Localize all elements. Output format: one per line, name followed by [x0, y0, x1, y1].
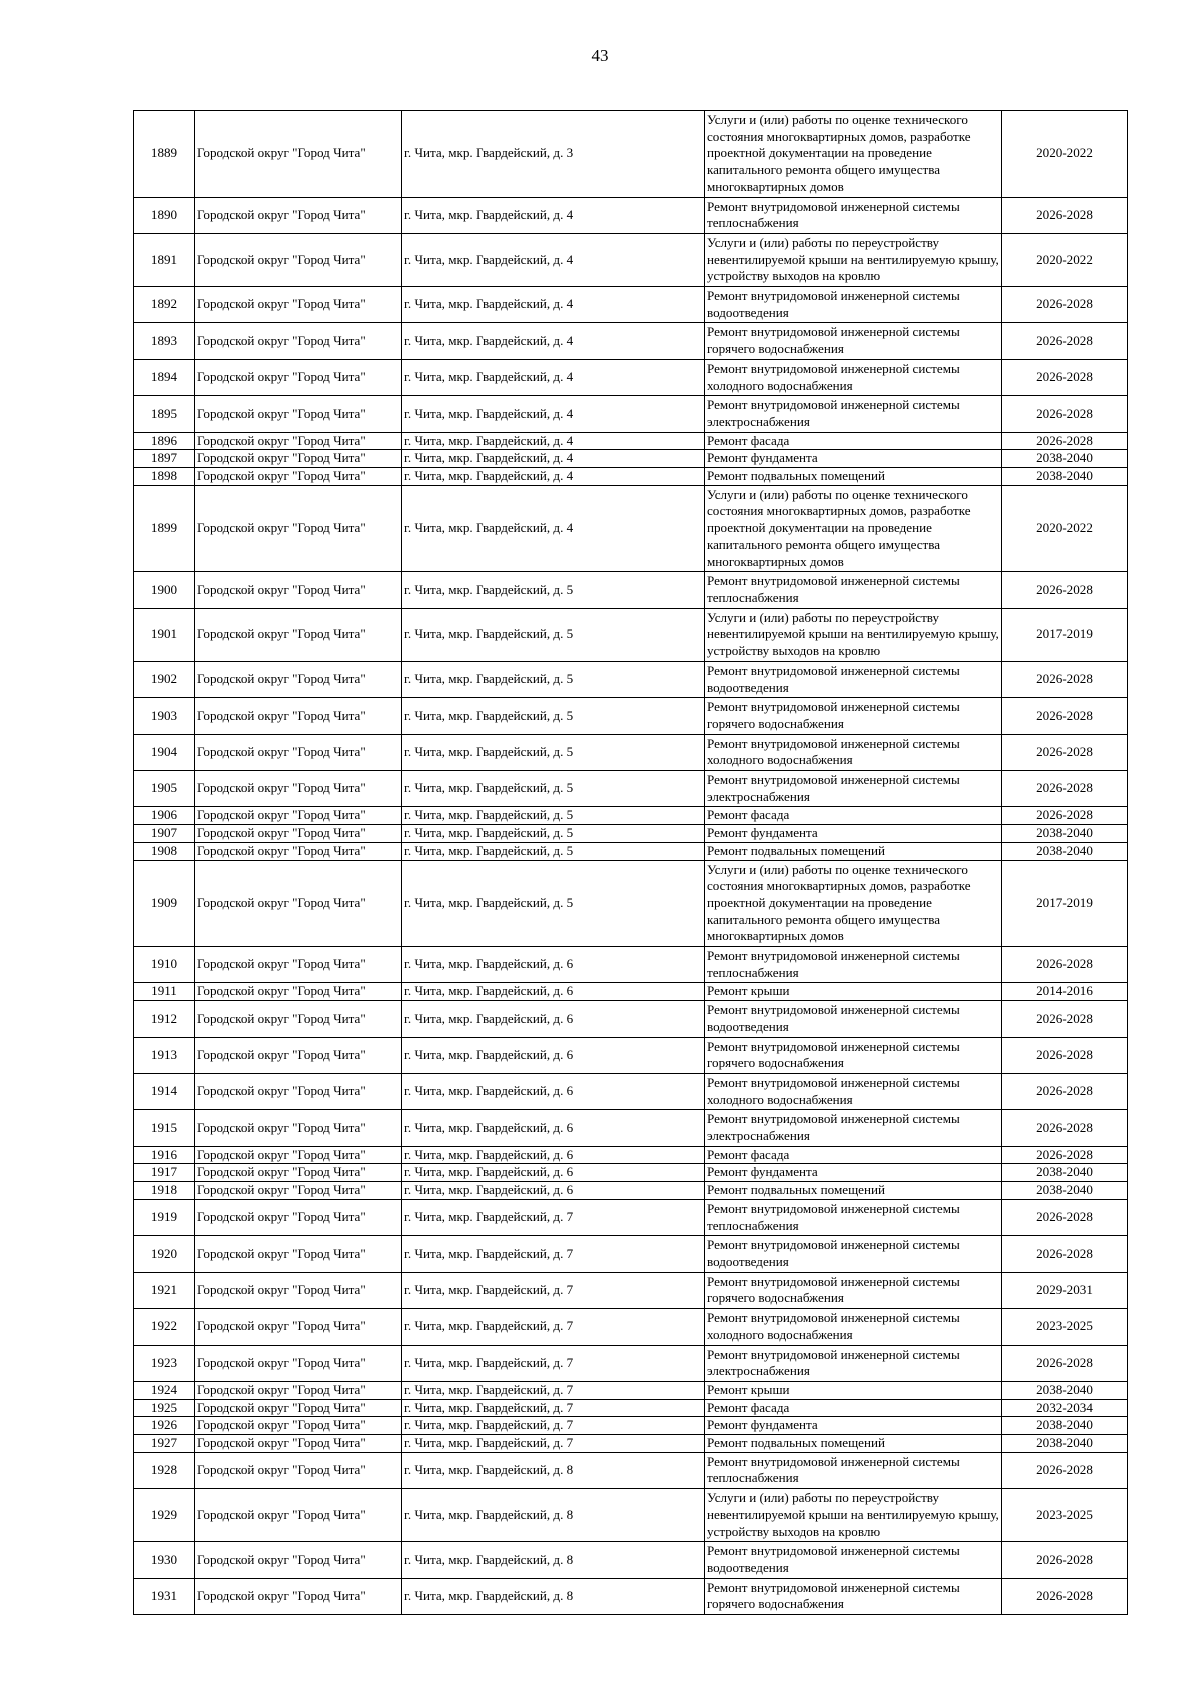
table-row: [134, 485, 1128, 572]
row-number: 1895: [134, 396, 195, 432]
table-row: [134, 1399, 1128, 1417]
row-number: 1899: [134, 485, 195, 572]
address-cell: г. Чита, мкр. Гвардейский, д. 7: [402, 1272, 705, 1308]
row-number: 1921: [134, 1272, 195, 1308]
work-type-cell: Ремонт крыши: [705, 983, 1002, 1001]
period-cell: 2026-2028: [1002, 947, 1128, 983]
row-number: 1926: [134, 1417, 195, 1435]
municipality-cell: Городской округ "Город Чита": [195, 450, 402, 468]
period-cell: 2026-2028: [1002, 287, 1128, 323]
municipality-cell: Городской округ "Город Чита": [195, 1272, 402, 1308]
table-row: [134, 450, 1128, 468]
row-number: 1903: [134, 698, 195, 734]
period-cell: 2026-2028: [1002, 1452, 1128, 1488]
work-type-cell: Ремонт фасада: [705, 807, 1002, 825]
address-cell: г. Чита, мкр. Гвардейский, д. 7: [402, 1399, 705, 1417]
work-type-cell: Ремонт внутридомовой инженерной системы теплоснабжения: [705, 947, 1002, 983]
table-row: [134, 1073, 1128, 1109]
municipality-cell: Городской округ "Город Чита": [195, 860, 402, 947]
address-cell: г. Чита, мкр. Гвардейский, д. 7: [402, 1435, 705, 1453]
period-cell: 2026-2028: [1002, 396, 1128, 432]
work-type-cell: Ремонт фасада: [705, 432, 1002, 450]
address-cell: г. Чита, мкр. Гвардейский, д. 4: [402, 468, 705, 486]
period-cell: 2026-2028: [1002, 323, 1128, 359]
address-cell: г. Чита, мкр. Гвардейский, д. 6: [402, 1110, 705, 1146]
municipality-cell: Городской округ "Город Чита": [195, 1182, 402, 1200]
period-cell: 2026-2028: [1002, 1146, 1128, 1164]
row-number: 1889: [134, 111, 195, 198]
address-cell: г. Чита, мкр. Гвардейский, д. 5: [402, 734, 705, 770]
address-cell: г. Чита, мкр. Гвардейский, д. 7: [402, 1199, 705, 1235]
work-type-cell: Услуги и (или) работы по оценке технического состояния многоквартирных домов, разработке проектной документации на проведение капитального ремонта общего имущества многоквартирных домов: [705, 485, 1002, 572]
address-cell: г. Чита, мкр. Гвардейский, д. 7: [402, 1345, 705, 1381]
work-type-cell: Услуги и (или) работы по переустройству невентилируемой крыши на вентилируемую крышу, устройству выходов на кровлю: [705, 233, 1002, 286]
municipality-cell: Городской округ "Город Чита": [195, 771, 402, 807]
work-type-cell: Ремонт внутридомовой инженерной системы холодного водоснабжения: [705, 359, 1002, 395]
period-cell: 2017-2019: [1002, 860, 1128, 947]
period-cell: 2026-2028: [1002, 197, 1128, 233]
table-row: [134, 359, 1128, 395]
address-cell: г. Чита, мкр. Гвардейский, д. 5: [402, 807, 705, 825]
page-number: 43: [591, 46, 609, 65]
municipality-cell: Городской округ "Город Чита": [195, 432, 402, 450]
table-row: [134, 1309, 1128, 1345]
municipality-cell: Городской округ "Город Чита": [195, 1578, 402, 1614]
address-cell: г. Чита, мкр. Гвардейский, д. 7: [402, 1309, 705, 1345]
table-row: [134, 1146, 1128, 1164]
table-row: [134, 1489, 1128, 1542]
table-row: [134, 572, 1128, 608]
municipality-cell: Городской округ "Город Чита": [195, 287, 402, 323]
row-number: 1893: [134, 323, 195, 359]
period-cell: 2026-2028: [1002, 734, 1128, 770]
address-cell: г. Чита, мкр. Гвардейский, д. 5: [402, 572, 705, 608]
row-number: 1916: [134, 1146, 195, 1164]
period-cell: 2023-2025: [1002, 1309, 1128, 1345]
table-row: [134, 1452, 1128, 1488]
period-cell: 2038-2040: [1002, 1164, 1128, 1182]
row-number: 1906: [134, 807, 195, 825]
period-cell: 2038-2040: [1002, 468, 1128, 486]
row-number: 1929: [134, 1489, 195, 1542]
address-cell: г. Чита, мкр. Гвардейский, д. 4: [402, 432, 705, 450]
municipality-cell: Городской округ "Город Чита": [195, 1236, 402, 1272]
row-number: 1915: [134, 1110, 195, 1146]
period-cell: 2038-2040: [1002, 825, 1128, 843]
address-cell: г. Чита, мкр. Гвардейский, д. 6: [402, 1182, 705, 1200]
table-row: [134, 771, 1128, 807]
work-type-cell: Ремонт внутридомовой инженерной системы электроснабжения: [705, 1345, 1002, 1381]
address-cell: г. Чита, мкр. Гвардейский, д. 5: [402, 842, 705, 860]
work-type-cell: Ремонт внутридомовой инженерной системы электроснабжения: [705, 1110, 1002, 1146]
municipality-cell: Городской округ "Город Чита": [195, 661, 402, 697]
table-row: [134, 396, 1128, 432]
row-number: 1892: [134, 287, 195, 323]
row-number: 1904: [134, 734, 195, 770]
row-number: 1922: [134, 1309, 195, 1345]
table-row: [134, 1578, 1128, 1614]
address-cell: г. Чита, мкр. Гвардейский, д. 8: [402, 1489, 705, 1542]
address-cell: г. Чита, мкр. Гвардейский, д. 4: [402, 323, 705, 359]
work-type-cell: Ремонт фундамента: [705, 825, 1002, 843]
row-number: 1912: [134, 1001, 195, 1037]
table-row: [134, 661, 1128, 697]
address-cell: г. Чита, мкр. Гвардейский, д. 6: [402, 1164, 705, 1182]
table-row: [134, 1542, 1128, 1578]
table-row: [134, 1001, 1128, 1037]
work-type-cell: Ремонт фундамента: [705, 1164, 1002, 1182]
address-cell: г. Чита, мкр. Гвардейский, д. 3: [402, 111, 705, 198]
row-number: 1905: [134, 771, 195, 807]
work-type-cell: Ремонт внутридомовой инженерной системы горячего водоснабжения: [705, 1037, 1002, 1073]
table-row: [134, 468, 1128, 486]
municipality-cell: Городской округ "Город Чита": [195, 1452, 402, 1488]
work-type-cell: Ремонт подвальных помещений: [705, 1435, 1002, 1453]
address-cell: г. Чита, мкр. Гвардейский, д. 4: [402, 233, 705, 286]
address-cell: г. Чита, мкр. Гвардейский, д. 4: [402, 287, 705, 323]
address-cell: г. Чита, мкр. Гвардейский, д. 8: [402, 1542, 705, 1578]
municipality-cell: Городской округ "Город Чита": [195, 359, 402, 395]
municipality-cell: Городской округ "Город Чита": [195, 1199, 402, 1235]
municipality-cell: Городской округ "Город Чита": [195, 698, 402, 734]
period-cell: 2038-2040: [1002, 1182, 1128, 1200]
address-cell: г. Чита, мкр. Гвардейский, д. 4: [402, 197, 705, 233]
row-number: 1914: [134, 1073, 195, 1109]
work-type-cell: Ремонт внутридомовой инженерной системы водоотведения: [705, 287, 1002, 323]
municipality-cell: Городской округ "Город Чита": [195, 396, 402, 432]
work-type-cell: Ремонт внутридомовой инженерной системы теплоснабжения: [705, 1452, 1002, 1488]
municipality-cell: Городской округ "Город Чита": [195, 197, 402, 233]
row-number: 1923: [134, 1345, 195, 1381]
work-type-cell: Ремонт внутридомовой инженерной системы теплоснабжения: [705, 572, 1002, 608]
table-row: [134, 807, 1128, 825]
address-cell: г. Чита, мкр. Гвардейский, д. 6: [402, 1073, 705, 1109]
period-cell: 2020-2022: [1002, 111, 1128, 198]
table-row: [134, 1345, 1128, 1381]
work-type-cell: Ремонт фасада: [705, 1399, 1002, 1417]
row-number: 1913: [134, 1037, 195, 1073]
address-cell: г. Чита, мкр. Гвардейский, д. 5: [402, 698, 705, 734]
period-cell: 2038-2040: [1002, 450, 1128, 468]
period-cell: 2038-2040: [1002, 1417, 1128, 1435]
period-cell: 2026-2028: [1002, 572, 1128, 608]
address-cell: г. Чита, мкр. Гвардейский, д. 5: [402, 860, 705, 947]
row-number: 1918: [134, 1182, 195, 1200]
work-type-cell: Ремонт внутридомовой инженерной системы горячего водоснабжения: [705, 1578, 1002, 1614]
table-row: [134, 1037, 1128, 1073]
work-type-cell: Ремонт внутридомовой инженерной системы водоотведения: [705, 1542, 1002, 1578]
municipality-cell: Городской округ "Город Чита": [195, 734, 402, 770]
period-cell: 2026-2028: [1002, 698, 1128, 734]
row-number: 1917: [134, 1164, 195, 1182]
municipality-cell: Городской округ "Город Чита": [195, 1489, 402, 1542]
table-row: [134, 1182, 1128, 1200]
row-number: 1930: [134, 1542, 195, 1578]
municipality-cell: Городской округ "Город Чита": [195, 572, 402, 608]
municipality-cell: Городской округ "Город Чита": [195, 947, 402, 983]
address-cell: г. Чита, мкр. Гвардейский, д. 7: [402, 1381, 705, 1399]
table-row: [134, 111, 1128, 198]
period-cell: 2020-2022: [1002, 233, 1128, 286]
table-row: [134, 1164, 1128, 1182]
row-number: 1911: [134, 983, 195, 1001]
table-row: [134, 1417, 1128, 1435]
period-cell: 2023-2025: [1002, 1489, 1128, 1542]
row-number: 1909: [134, 860, 195, 947]
table-row: [134, 233, 1128, 286]
address-cell: г. Чита, мкр. Гвардейский, д. 6: [402, 947, 705, 983]
row-number: 1890: [134, 197, 195, 233]
row-number: 1897: [134, 450, 195, 468]
row-number: 1928: [134, 1452, 195, 1488]
municipality-cell: Городской округ "Город Чита": [195, 1073, 402, 1109]
work-type-cell: Ремонт подвальных помещений: [705, 468, 1002, 486]
period-cell: 2026-2028: [1002, 1073, 1128, 1109]
table-row: [134, 197, 1128, 233]
period-cell: 2026-2028: [1002, 359, 1128, 395]
work-type-cell: Ремонт фундамента: [705, 1417, 1002, 1435]
row-number: 1925: [134, 1399, 195, 1417]
work-type-cell: Ремонт внутридомовой инженерной системы горячего водоснабжения: [705, 698, 1002, 734]
period-cell: 2026-2028: [1002, 1037, 1128, 1073]
row-number: 1910: [134, 947, 195, 983]
period-cell: 2026-2028: [1002, 771, 1128, 807]
table-row: [134, 323, 1128, 359]
row-number: 1907: [134, 825, 195, 843]
work-type-cell: Ремонт подвальных помещений: [705, 842, 1002, 860]
work-type-cell: Ремонт внутридомовой инженерной системы электроснабжения: [705, 771, 1002, 807]
period-cell: 2026-2028: [1002, 1110, 1128, 1146]
period-cell: 2038-2040: [1002, 1381, 1128, 1399]
municipality-cell: Городской округ "Город Чита": [195, 323, 402, 359]
period-cell: 2026-2028: [1002, 1578, 1128, 1614]
row-number: 1924: [134, 1381, 195, 1399]
period-cell: 2026-2028: [1002, 661, 1128, 697]
municipality-cell: Городской округ "Город Чита": [195, 1435, 402, 1453]
work-type-cell: Ремонт фундамента: [705, 450, 1002, 468]
period-cell: 2014-2016: [1002, 983, 1128, 1001]
table-row: [134, 698, 1128, 734]
row-number: 1927: [134, 1435, 195, 1453]
table-row: [134, 287, 1128, 323]
work-type-cell: Ремонт внутридомовой инженерной системы теплоснабжения: [705, 197, 1002, 233]
table-row: [134, 608, 1128, 661]
municipality-cell: Городской округ "Город Чита": [195, 111, 402, 198]
table-row: [134, 1435, 1128, 1453]
work-type-cell: Ремонт подвальных помещений: [705, 1182, 1002, 1200]
period-cell: 2026-2028: [1002, 807, 1128, 825]
work-type-cell: Услуги и (или) работы по оценке технического состояния многоквартирных домов, разработке проектной документации на проведение капитального ремонта общего имущества многоквартирных домов: [705, 860, 1002, 947]
address-cell: г. Чита, мкр. Гвардейский, д. 5: [402, 825, 705, 843]
address-cell: г. Чита, мкр. Гвардейский, д. 5: [402, 608, 705, 661]
municipality-cell: Городской округ "Город Чита": [195, 485, 402, 572]
address-cell: г. Чита, мкр. Гвардейский, д. 7: [402, 1417, 705, 1435]
work-type-cell: Услуги и (или) работы по оценке технического состояния многоквартирных домов, разработке проектной документации на проведение капитального ремонта общего имущества многоквартирных домов: [705, 111, 1002, 198]
period-cell: 2029-2031: [1002, 1272, 1128, 1308]
table-row: [134, 947, 1128, 983]
municipality-cell: Городской округ "Город Чита": [195, 1345, 402, 1381]
table-row: [134, 983, 1128, 1001]
municipality-cell: Городской округ "Город Чита": [195, 1309, 402, 1345]
municipality-cell: Городской округ "Город Чита": [195, 1417, 402, 1435]
row-number: 1894: [134, 359, 195, 395]
work-type-cell: Ремонт крыши: [705, 1381, 1002, 1399]
row-number: 1896: [134, 432, 195, 450]
period-cell: 2026-2028: [1002, 1345, 1128, 1381]
row-number: 1900: [134, 572, 195, 608]
period-cell: 2017-2019: [1002, 608, 1128, 661]
row-number: 1919: [134, 1199, 195, 1235]
municipality-cell: Городской округ "Город Чита": [195, 1001, 402, 1037]
row-number: 1908: [134, 842, 195, 860]
row-number: 1901: [134, 608, 195, 661]
table-row: [134, 1236, 1128, 1272]
work-type-cell: Ремонт внутридомовой инженерной системы холодного водоснабжения: [705, 1309, 1002, 1345]
table-row: [134, 1381, 1128, 1399]
period-cell: 2026-2028: [1002, 1199, 1128, 1235]
municipality-cell: Городской округ "Город Чита": [195, 1110, 402, 1146]
municipality-cell: Городской округ "Город Чита": [195, 983, 402, 1001]
repair-schedule-table: [133, 110, 1128, 1615]
address-cell: г. Чита, мкр. Гвардейский, д. 5: [402, 661, 705, 697]
address-cell: г. Чита, мкр. Гвардейский, д. 4: [402, 359, 705, 395]
table-row: [134, 860, 1128, 947]
address-cell: г. Чита, мкр. Гвардейский, д. 6: [402, 1146, 705, 1164]
address-cell: г. Чита, мкр. Гвардейский, д. 8: [402, 1578, 705, 1614]
table-row: [134, 1272, 1128, 1308]
work-type-cell: Ремонт внутридомовой инженерной системы холодного водоснабжения: [705, 734, 1002, 770]
work-type-cell: Ремонт внутридомовой инженерной системы водоотведения: [705, 1001, 1002, 1037]
municipality-cell: Городской округ "Город Чита": [195, 1164, 402, 1182]
period-cell: 2026-2028: [1002, 432, 1128, 450]
period-cell: 2032-2034: [1002, 1399, 1128, 1417]
table-row: [134, 842, 1128, 860]
row-number: 1898: [134, 468, 195, 486]
work-type-cell: Ремонт внутридомовой инженерной системы теплоснабжения: [705, 1199, 1002, 1235]
period-cell: 2026-2028: [1002, 1542, 1128, 1578]
address-cell: г. Чита, мкр. Гвардейский, д. 6: [402, 1037, 705, 1073]
work-type-cell: Услуги и (или) работы по переустройству невентилируемой крыши на вентилируемую крышу, устройству выходов на кровлю: [705, 1489, 1002, 1542]
work-type-cell: Услуги и (или) работы по переустройству невентилируемой крыши на вентилируемую крышу, устройству выходов на кровлю: [705, 608, 1002, 661]
municipality-cell: Городской округ "Город Чита": [195, 807, 402, 825]
municipality-cell: Городской округ "Город Чита": [195, 1037, 402, 1073]
period-cell: 2038-2040: [1002, 842, 1128, 860]
address-cell: г. Чита, мкр. Гвардейский, д. 8: [402, 1452, 705, 1488]
municipality-cell: Городской округ "Город Чита": [195, 1542, 402, 1578]
row-number: 1920: [134, 1236, 195, 1272]
address-cell: г. Чита, мкр. Гвардейский, д. 4: [402, 450, 705, 468]
row-number: 1902: [134, 661, 195, 697]
table-body: [134, 111, 1128, 1615]
row-number: 1931: [134, 1578, 195, 1614]
work-type-cell: Ремонт внутридомовой инженерной системы электроснабжения: [705, 396, 1002, 432]
municipality-cell: Городской округ "Город Чита": [195, 608, 402, 661]
work-type-cell: Ремонт внутридомовой инженерной системы водоотведения: [705, 661, 1002, 697]
address-cell: г. Чита, мкр. Гвардейский, д. 4: [402, 485, 705, 572]
table-row: [134, 734, 1128, 770]
municipality-cell: Городской округ "Город Чита": [195, 1399, 402, 1417]
period-cell: 2020-2022: [1002, 485, 1128, 572]
address-cell: г. Чита, мкр. Гвардейский, д. 5: [402, 771, 705, 807]
address-cell: г. Чита, мкр. Гвардейский, д. 7: [402, 1236, 705, 1272]
address-cell: г. Чита, мкр. Гвардейский, д. 6: [402, 1001, 705, 1037]
municipality-cell: Городской округ "Город Чита": [195, 233, 402, 286]
municipality-cell: Городской округ "Город Чита": [195, 1146, 402, 1164]
table-row: [134, 432, 1128, 450]
address-cell: г. Чита, мкр. Гвардейский, д. 4: [402, 396, 705, 432]
row-number: 1891: [134, 233, 195, 286]
address-cell: г. Чита, мкр. Гвардейский, д. 6: [402, 983, 705, 1001]
period-cell: 2038-2040: [1002, 1435, 1128, 1453]
period-cell: 2026-2028: [1002, 1001, 1128, 1037]
municipality-cell: Городской округ "Город Чита": [195, 825, 402, 843]
work-type-cell: Ремонт внутридомовой инженерной системы горячего водоснабжения: [705, 323, 1002, 359]
work-type-cell: Ремонт внутридомовой инженерной системы холодного водоснабжения: [705, 1073, 1002, 1109]
work-type-cell: Ремонт фасада: [705, 1146, 1002, 1164]
municipality-cell: Городской округ "Город Чита": [195, 842, 402, 860]
work-type-cell: Ремонт внутридомовой инженерной системы горячего водоснабжения: [705, 1272, 1002, 1308]
municipality-cell: Городской округ "Город Чита": [195, 468, 402, 486]
period-cell: 2026-2028: [1002, 1236, 1128, 1272]
table-row: [134, 1110, 1128, 1146]
work-type-cell: Ремонт внутридомовой инженерной системы водоотведения: [705, 1236, 1002, 1272]
municipality-cell: Городской округ "Город Чита": [195, 1381, 402, 1399]
table-row: [134, 825, 1128, 843]
table-row: [134, 1199, 1128, 1235]
